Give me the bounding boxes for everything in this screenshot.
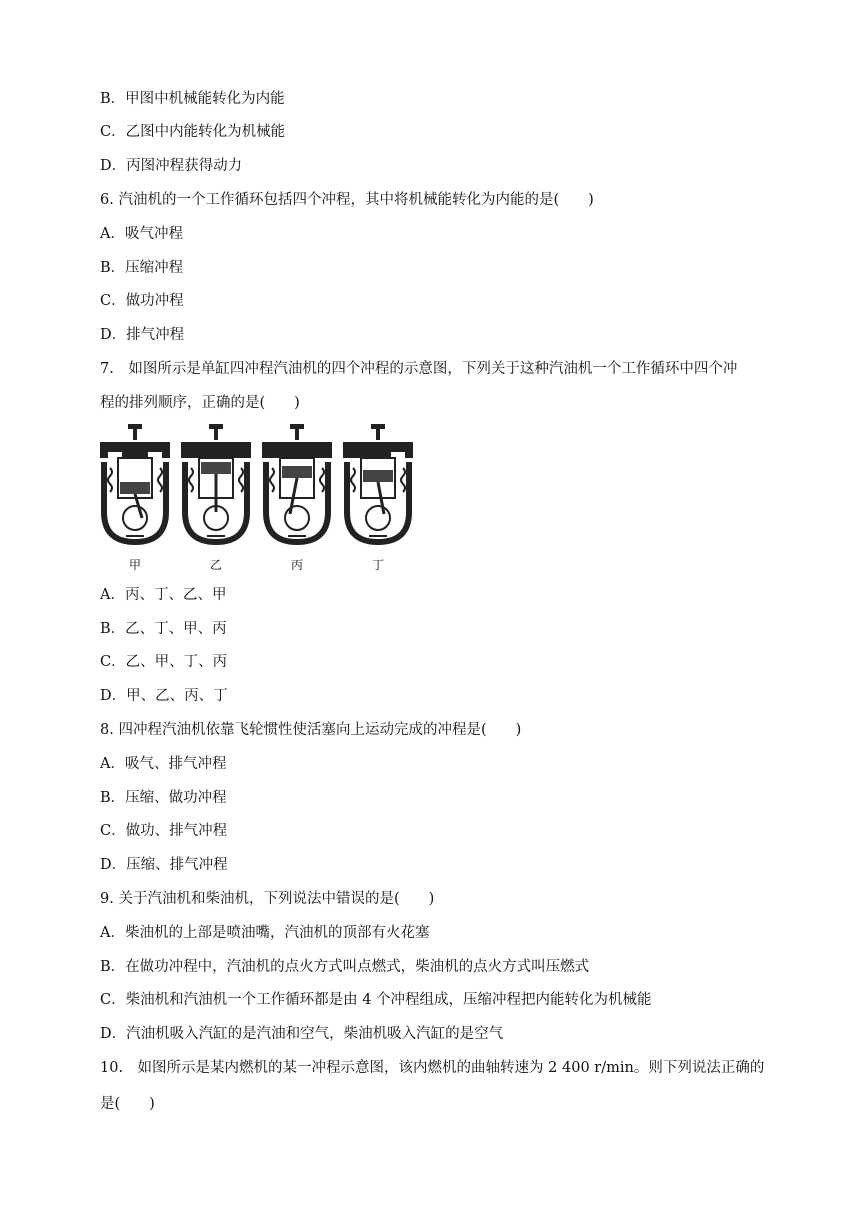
q8-option-c: C．做功、排气冲程 [100, 823, 228, 839]
caption-jia: 甲 [128, 558, 141, 572]
q8-option-b: B．压缩、做功冲程 [100, 790, 227, 806]
engine-strokes-figure [98, 422, 414, 572]
q5-option-d: D．丙图冲程获得动力 [100, 158, 243, 174]
q10-stem-line2: 是( ) [100, 1096, 155, 1112]
q9-option-c: C．柴油机和汽油机一个工作循环都是由 4 个冲程组成，压缩冲程把内能转化为机械能 [100, 992, 652, 1008]
q7-option-c: C．乙、甲、丁、丙 [100, 654, 228, 670]
q7-option-b: B．乙、丁、甲、丙 [100, 621, 227, 637]
q9-option-d: D．汽油机吸入汽缸的是汽油和空气，柴油机吸入汽缸的是空气 [100, 1026, 504, 1042]
caption-ding: 丁 [371, 558, 384, 572]
q8-option-d: D．压缩、排气冲程 [100, 857, 228, 873]
q7-stem-line2: 程的排列顺序，正确的是( ) [100, 395, 300, 411]
engine-diagram-jia [98, 422, 172, 572]
q7-stem-line1: 7. 如图所示是单缸四冲程汽油机的四个冲程的示意图，下列关于这种汽油机一个工作循环中四个冲 [100, 361, 738, 377]
q8-stem: 8. 四冲程汽油机依靠飞轮惯性使活塞向上运动完成的冲程是( ) [100, 722, 522, 738]
q7-option-d: D．甲、乙、丙、丁 [100, 688, 228, 704]
q9-option-b: B．在做功冲程中，汽油机的点火方式叫点燃式，柴油机的点火方式叫压燃式 [100, 959, 590, 975]
q9-option-a: A．柴油机的上部是喷油嘴，汽油机的顶部有火花塞 [100, 925, 430, 941]
q5-option-b: B．甲图中机械能转化为内能 [100, 91, 285, 107]
q6-option-a: A．吸气冲程 [100, 226, 183, 242]
engine-diagram-yi [179, 422, 253, 572]
q7-option-a: A．丙、丁、乙、甲 [100, 587, 227, 603]
caption-yi: 乙 [209, 558, 222, 572]
q10-stem-line1: 10. 如图所示是某内燃机的某一冲程示意图，该内燃机的曲轴转速为 2 400 r/min。则下列说法正确的 [100, 1060, 765, 1076]
q6-stem: 6. 汽油机的一个工作循环包括四个冲程，其中将机械能转化为内能的是( ) [100, 192, 594, 208]
q9-stem: 9. 关于汽油机和柴油机，下列说法中错误的是( ) [100, 891, 435, 907]
engine-diagram-bing [260, 422, 334, 572]
q6-option-c: C．做功冲程 [100, 293, 184, 309]
q5-option-c: C．乙图中内能转化为机械能 [100, 124, 286, 140]
caption-bing: 丙 [290, 558, 303, 572]
engine-diagram-ding [341, 422, 415, 572]
q6-option-b: B．压缩冲程 [100, 260, 184, 276]
q6-option-d: D．排气冲程 [100, 327, 185, 343]
q8-option-a: A．吸气、排气冲程 [100, 756, 227, 772]
